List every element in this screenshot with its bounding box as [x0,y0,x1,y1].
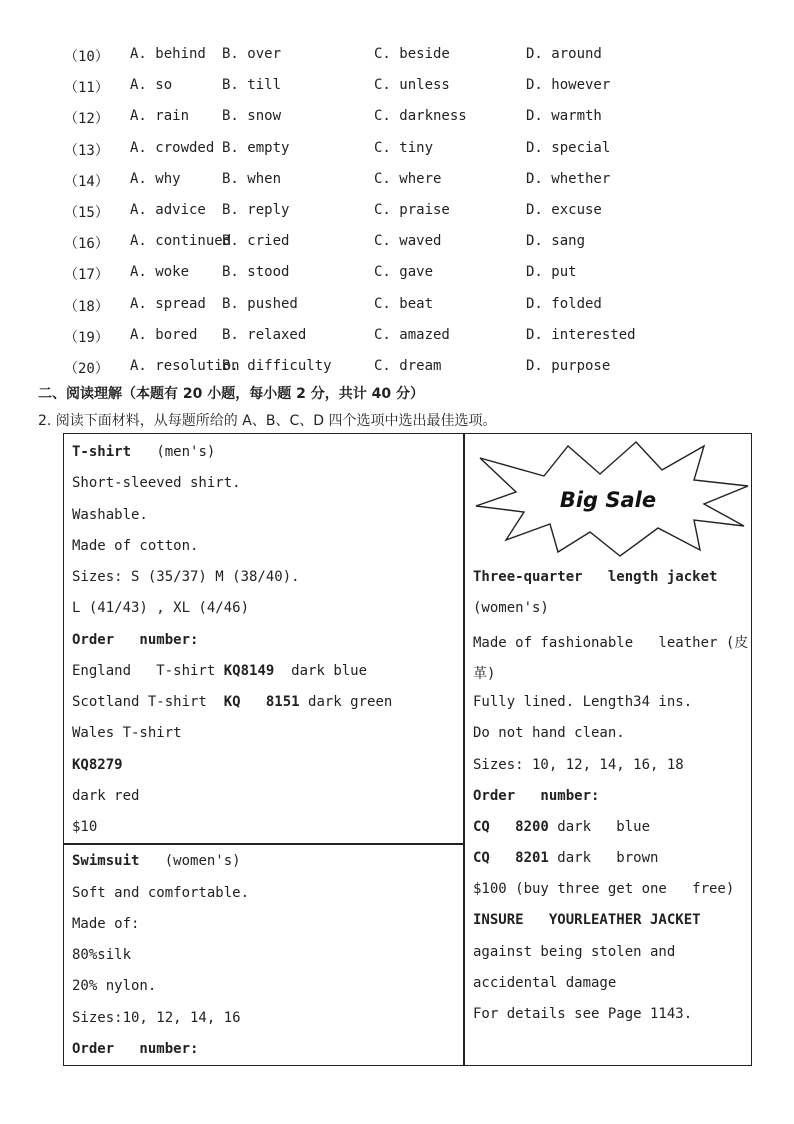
question-number: （16） [64,236,109,253]
tshirt-sizes-2: L (41/43) , XL (4/46) [72,600,250,616]
option-d: D. whether [526,170,611,187]
option-c: C. darkness [374,108,467,125]
jacket-code-2: CQ 8201 [473,850,549,866]
tshirt-sizes-1: Sizes: S (35/37) M (38/40). [72,569,300,585]
jacket-insure-2: against being stolen and [473,944,676,960]
jacket-color-1: dark blue [557,819,651,835]
tshirt-desc-3: Made of cotton. [72,538,199,554]
question-row [64,358,744,378]
option-b: B. pushed [222,295,298,312]
swimsuit-title-line [72,853,241,869]
england-label: England T-shirt [72,663,216,679]
option-b: B. reply [222,202,290,218]
jacket-desc-2: Fully lined. Length34 ins. [473,694,693,710]
option-c: C. amazed [374,326,450,343]
swimsuit-desc-1: Soft and comfortable. [72,885,250,901]
option-c: C. beside [374,46,450,62]
swimsuit-gender: (women's) [164,853,241,869]
question-row [64,108,744,128]
jacket-order-1 [473,819,650,835]
option-a: A. crowded [130,139,215,156]
question-number: （17） [64,267,109,284]
jacket-sizes: Sizes: 10, 12, 14, 16, 18 [473,757,684,773]
scotland-label: Scotland T-shirt [72,694,207,710]
question-row [64,140,744,160]
tshirt-desc-1: Short-sleeved shirt. [72,475,241,491]
option-d: D. warmth [526,108,602,125]
option-c: C. tiny [374,139,434,156]
option-a: A. behind [130,46,206,62]
question-row [64,296,744,316]
scotland-code: KQ 8151 [223,694,300,710]
question-number: （18） [64,298,109,315]
option-d: D. however [526,77,611,94]
jacket-desc-1: Made of fashionable leather (皮 [473,635,749,651]
jacket-order-label: Order number: [473,788,600,804]
option-c: C. unless [374,77,450,94]
question-number: （14） [64,173,109,190]
option-b: B. cried [222,233,290,250]
option-a: A. bored [130,326,198,343]
tshirt-wales-code: KQ8279 [72,757,123,773]
question-number: （13） [64,142,109,159]
option-b: B. empty [222,139,290,156]
swimsuit-order-label: Order number: [72,1041,199,1057]
option-b: B. when [222,170,282,187]
question-row [64,77,744,97]
scotland-color: dark green [308,694,393,710]
option-d: D. purpose [526,358,611,374]
tshirt-name: T-shirt [72,444,132,460]
question-row [64,202,744,222]
option-d: D. excuse [526,202,602,218]
england-code: KQ8149 [223,663,275,679]
option-a: A. resolution [130,358,240,374]
tshirt-desc-2: Washable. [72,507,148,523]
option-d: D. sang [526,233,586,250]
jacket-insure-3: accidental damage [473,975,617,991]
tshirt-england-line [72,663,367,679]
question-row [64,233,744,253]
option-b: B. snow [222,108,282,125]
option-a: A. woke [130,264,190,281]
question-number: （19） [64,329,109,346]
tshirt-gender: (men's) [156,444,216,460]
table-vertical-divider [463,433,465,1066]
option-c: C. beat [374,295,434,312]
england-color: dark blue [291,663,368,679]
big-sale-burst [472,440,750,558]
option-b: B. relaxed [222,326,307,343]
instruction-text: 2. 阅读下面材料，从每题所给的 A、B、C、D 四个选项中选出最佳选项。 [38,413,497,429]
option-b: B. stood [222,264,290,281]
question-number: （11） [64,80,109,97]
option-b: B. over [222,46,282,62]
swimsuit-desc-3: 80%silk [72,947,132,963]
option-c: C. waved [374,233,442,250]
option-a: A. continued [130,233,232,250]
swimsuit-sizes: Sizes:10, 12, 14, 16 [72,1010,241,1026]
jacket-order-2 [473,850,658,866]
swimsuit-desc-4: 20% nylon. [72,978,157,994]
question-row [64,264,744,284]
table-horizontal-divider [63,843,464,845]
jacket-gender: (women's) [473,600,549,616]
jacket-code-1: CQ 8200 [473,819,549,835]
jacket-details: For details see Page 1143. [473,1006,693,1022]
option-c: C. dream [374,358,442,374]
question-row [64,171,744,191]
option-c: C. gave [374,264,434,281]
question-row [64,327,744,347]
option-a: A. advice [130,202,206,218]
option-d: D. folded [526,295,602,312]
tshirt-price: $10 [72,819,98,835]
option-d: D. interested [526,326,636,343]
option-c: C. where [374,170,442,187]
option-a: A. rain [130,108,190,125]
tshirt-title-line [72,444,215,460]
tshirt-wales-label: Wales T-shirt [72,725,182,741]
option-b: B. till [222,77,282,94]
option-d: D. special [526,139,611,156]
jacket-name: Three-quarter length jacket [473,569,718,585]
swimsuit-name: Swimsuit [72,853,140,869]
option-d: D. around [526,46,602,62]
jacket-price: $100 (buy three get one free) [473,881,735,897]
option-c: C. praise [374,202,450,218]
jacket-desc-3: Do not hand clean. [473,725,625,741]
option-b: B. difficulty [222,358,332,374]
jacket-color-2: dark brown [557,850,659,866]
big-sale-text: Big Sale [559,488,657,512]
tshirt-scotland-line [72,694,392,710]
question-number: （10） [64,49,109,65]
option-a: A. so [130,77,173,94]
swimsuit-desc-2: Made of: [72,916,140,932]
jacket-insure: INSURE YOURLEATHER JACKET [473,912,701,928]
section-title: 二、阅读理解（本题有 20 小题，每小题 2 分，共计 40 分） [38,386,424,402]
option-d: D. put [526,264,577,281]
question-number: （15） [64,205,109,221]
question-number: （20） [64,361,109,377]
jacket-desc-1b: 革) [473,666,496,682]
option-a: A. spread [130,295,206,312]
tshirt-wales-color: dark red [72,788,140,804]
tshirt-order-label: Order number: [72,632,199,648]
question-number: （12） [64,111,109,128]
question-row [64,46,744,66]
option-a: A. why [130,170,181,187]
